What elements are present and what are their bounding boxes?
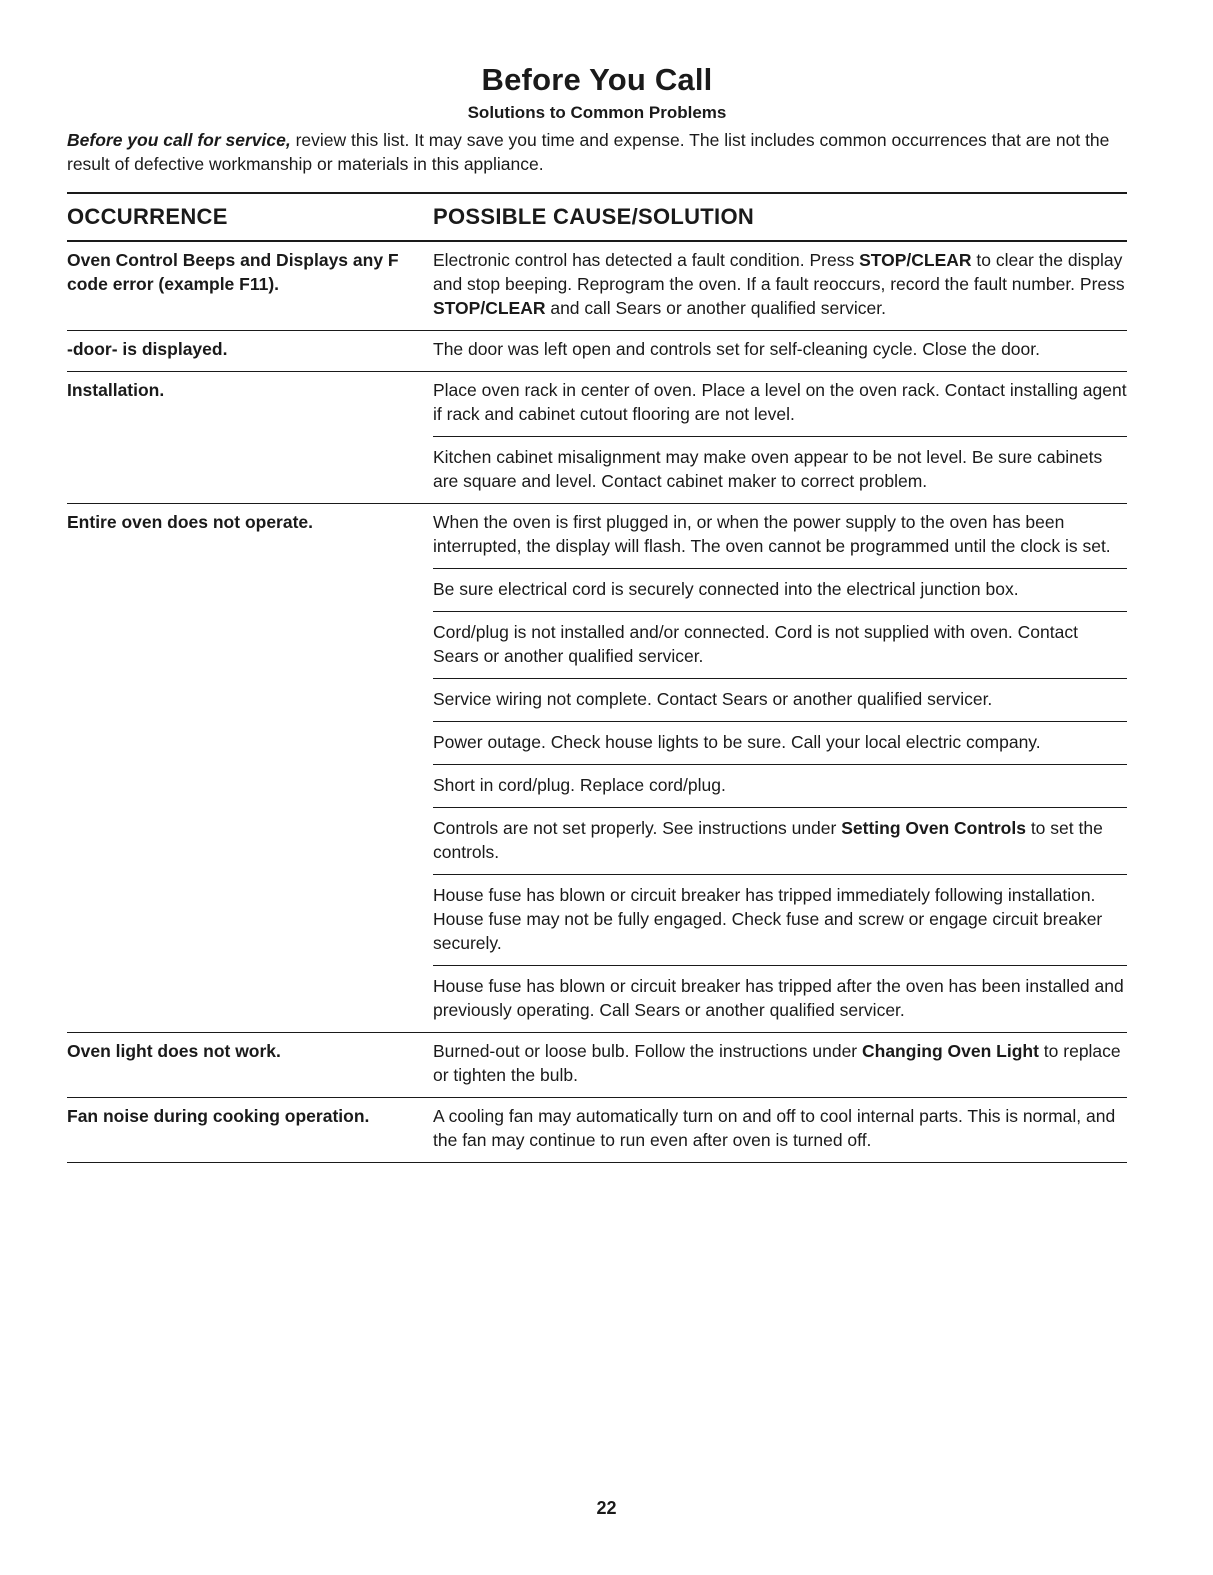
- solution-item: [433, 611, 1127, 678]
- page-number: 22: [596, 1498, 617, 1518]
- solution-item: [433, 242, 1127, 330]
- occurrence-cell: -door- is displayed.: [67, 339, 228, 359]
- solution-text: and call Sears or another qualified servicer.: [545, 298, 886, 318]
- solution-item: [433, 1098, 1127, 1162]
- solution-text: Be sure electrical cord is securely connected into the electrical junction box.: [433, 579, 1019, 599]
- table-row: [67, 372, 1127, 504]
- solution-item: [433, 436, 1127, 503]
- intro-paragraph: [67, 128, 1127, 176]
- troubleshooting-table: [67, 242, 1127, 1163]
- manual-page: [67, 0, 1127, 1163]
- occurrence-cell: Entire oven does not operate.: [67, 512, 314, 532]
- column-header-solution: POSSIBLE CAUSE/SOLUTION: [433, 204, 755, 229]
- solution-item: [433, 764, 1127, 807]
- solution-item: [433, 965, 1127, 1032]
- solution-cell: [433, 504, 1127, 1032]
- solution-item: [433, 874, 1127, 965]
- solution-text: Place oven rack in center of oven. Place a level on the oven rack. Contact installing agent if rack and cabinet cutout flooring are not level.: [433, 380, 1127, 424]
- solution-cell: [433, 1033, 1127, 1097]
- solution-text: Short in cord/plug. Replace cord/plug.: [433, 775, 726, 795]
- occurrence-cell: Oven light does not work.: [67, 1041, 281, 1061]
- intro-lead: Before you call for service,: [67, 130, 291, 150]
- solution-text: Controls are not set properly. See instructions under: [433, 818, 842, 838]
- solution-text: When the oven is first plugged in, or when the power supply to the oven has been interrupted, the display will flash. The oven cannot be programmed until the clock is set.: [433, 512, 1111, 556]
- solution-text: Kitchen cabinet misalignment may make oven appear to be not level. Be sure cabinets are square and level. Contact cabinet maker to correct problem.: [433, 447, 1103, 491]
- occurrence-cell: Installation.: [67, 380, 165, 400]
- solution-cell: [433, 331, 1127, 371]
- solution-item: [433, 721, 1127, 764]
- page-subtitle: Solutions to Common Problems: [467, 103, 727, 122]
- solution-item: [433, 1033, 1127, 1097]
- solution-text: to clear the display and stop beeping. Reprogram the oven. If a fault reoccurs, record the fault number. Press: [433, 250, 1125, 294]
- solution-item: [433, 372, 1127, 436]
- solution-item: [433, 568, 1127, 611]
- solution-text: The door was left open and controls set for self-cleaning cycle. Close the door.: [433, 339, 1040, 359]
- table-row: [67, 1098, 1127, 1163]
- table-header: [67, 192, 1127, 242]
- solution-item: [433, 504, 1127, 568]
- solution-text: A cooling fan may automatically turn on and off to cool internal parts. This is normal, and the fan may continue to run even after oven is turned off.: [433, 1106, 1116, 1150]
- solution-emphasis: STOP/CLEAR: [859, 250, 972, 270]
- solution-text: Cord/plug is not installed and/or connected. Cord is not supplied with oven. Contact Sears or another qualified servicer.: [433, 622, 1078, 666]
- table-row: [67, 242, 1127, 331]
- column-header-occurrence: OCCURRENCE: [67, 204, 228, 229]
- solution-item: [433, 807, 1127, 874]
- solution-cell: [433, 242, 1127, 330]
- solution-emphasis: STOP/CLEAR: [433, 298, 546, 318]
- solution-text: Electronic control has detected a fault condition. Press: [433, 250, 860, 270]
- occurrence-cell: Fan noise during cooking operation.: [67, 1106, 370, 1126]
- occurrence-cell: Oven Control Beeps and Displays any F code error (example F11).: [67, 250, 399, 294]
- solution-emphasis: Setting Oven Controls: [841, 818, 1026, 838]
- solution-text: to replace or tighten the bulb.: [433, 1041, 1121, 1085]
- solution-text: to set the controls.: [433, 818, 1103, 862]
- table-row: [67, 504, 1127, 1033]
- solution-text: Power outage. Check house lights to be sure. Call your local electric company.: [433, 732, 1041, 752]
- solution-cell: [433, 1098, 1127, 1162]
- solution-text: Burned-out or loose bulb. Follow the instructions under: [433, 1041, 862, 1061]
- solution-text: Service wiring not complete. Contact Sears or another qualified servicer.: [433, 689, 993, 709]
- solution-item: [433, 678, 1127, 721]
- solution-cell: [433, 372, 1127, 503]
- intro-text: review this list. It may save you time and expense. The list includes common occurrences that are not the result of defective workmanship or materials in this appliance.: [67, 130, 1110, 174]
- solution-text: House fuse has blown or circuit breaker has tripped after the oven has been installed and previously operating. Call Sears or another qualified servicer.: [433, 976, 1124, 1020]
- solution-item: [433, 331, 1127, 371]
- page-title: Before You Call: [481, 62, 713, 97]
- solution-text: House fuse has blown or circuit breaker has tripped immediately following installation. House fuse may not be fully engaged. Check fuse and screw or engage circuit breaker securely.: [433, 885, 1103, 953]
- table-row: [67, 1033, 1127, 1098]
- solution-emphasis: Changing Oven Light: [862, 1041, 1039, 1061]
- table-row: [67, 331, 1127, 372]
